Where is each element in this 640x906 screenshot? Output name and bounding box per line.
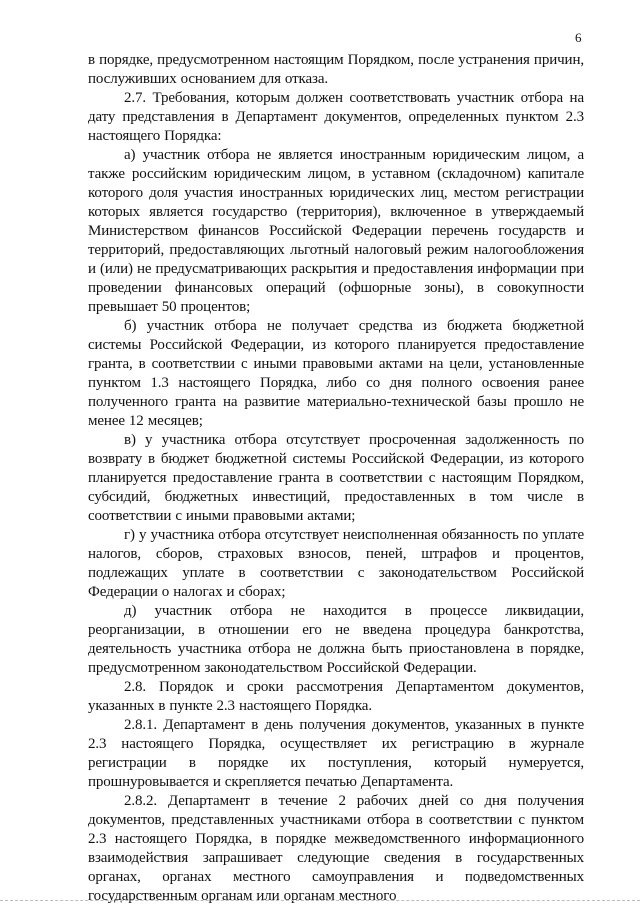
paragraph-continuation: в порядке, предусмотренном настоящим Порядком, после устранения причин, послуживших основанием для отказа.: [88, 52, 584, 87]
paragraph-2-7-a: а) участник отбора не является иностранным юридическим лицом, а также российским юридическим лицом, в уставном (складочном) капитале которого доля участия иностранных юридических лиц, местом регистрации которых является государство (территория), включенное в утверждаемый Министерством финансов Российской Федерации перечень государств и территорий, предоставляющих льготный налоговый режим налогообложения и (или) не предусматривающих раскрытия и предоставления информации при проведении финансовых операций (офшорные зоны), в совокупности превышает 50 процентов;: [88, 147, 584, 315]
paragraph-2-7-d: д) участник отбора не находится в процессе ликвидации, реорганизации, в отношении его не введена процедура банкротства, деятельность участника отбора не должна быть приостановлена в порядке, предусмотренном законодательством Российской Федерации.: [88, 603, 584, 676]
page-number: 6: [575, 30, 582, 45]
paragraph-2-8: 2.8. Порядок и сроки рассмотрения Департаментом документов, указанных в пункте 2.3 настоящего Порядка.: [88, 679, 584, 714]
paragraph-2-7: 2.7. Требования, которым должен соответствовать участник отбора на дату представления в Департамент документов, определенных пунктом 2.3 настоящего Порядка:: [88, 90, 584, 144]
paragraph-2-8-2: 2.8.2. Департамент в течение 2 рабочих дней со дня получения документов, представленных участниками отбора в соответствии с пунктом 2.3 настоящего Порядка, в порядке межведомственного информационного взаимодействия запрашивает следующие сведения в государственных органах, органах местного самоуправления и подведомственных государственным органам или органам местного: [88, 793, 584, 904]
document-body: [88, 51, 584, 906]
scan-edge-line: [0, 900, 640, 901]
paragraph-2-7-v: в) у участника отбора отсутствует просроченная задолженность по возврату в бюджет бюджетной системы Российской Федерации, из которого планируется предоставление гранта в соответствии с настоящим Порядком, субсидий, бюджетных инвестиций, предоставленных в том числе в соответствии с иными правовыми актами;: [88, 432, 584, 524]
paragraph-2-8-1: 2.8.1. Департамент в день получения документов, указанных в пункте 2.3 настоящего Порядка, осуществляет их регистрацию в журнале регистрации в порядке их поступления, который нумеруется, прошнуровывается и скрепляется печатью Департамента.: [88, 717, 584, 790]
paragraph-2-7-g: г) у участника отбора отсутствует неисполненная обязанность по уплате налогов, сборов, страховых взносов, пеней, штрафов и процентов, подлежащих уплате в соответствии с законодательством Российской Федерации о налогах и сборах;: [88, 527, 584, 600]
paragraph-2-7-b: б) участник отбора не получает средства из бюджета бюджетной системы Российской Федерации, из которого планируется предоставление гранта, в соответствии с иными правовыми актами на цели, установленные пунктом 1.3 настоящего Порядка, либо со дня полного освоения ранее полученного гранта на развитие материально-технической базы прошло не менее 12 месяцев;: [88, 318, 584, 429]
